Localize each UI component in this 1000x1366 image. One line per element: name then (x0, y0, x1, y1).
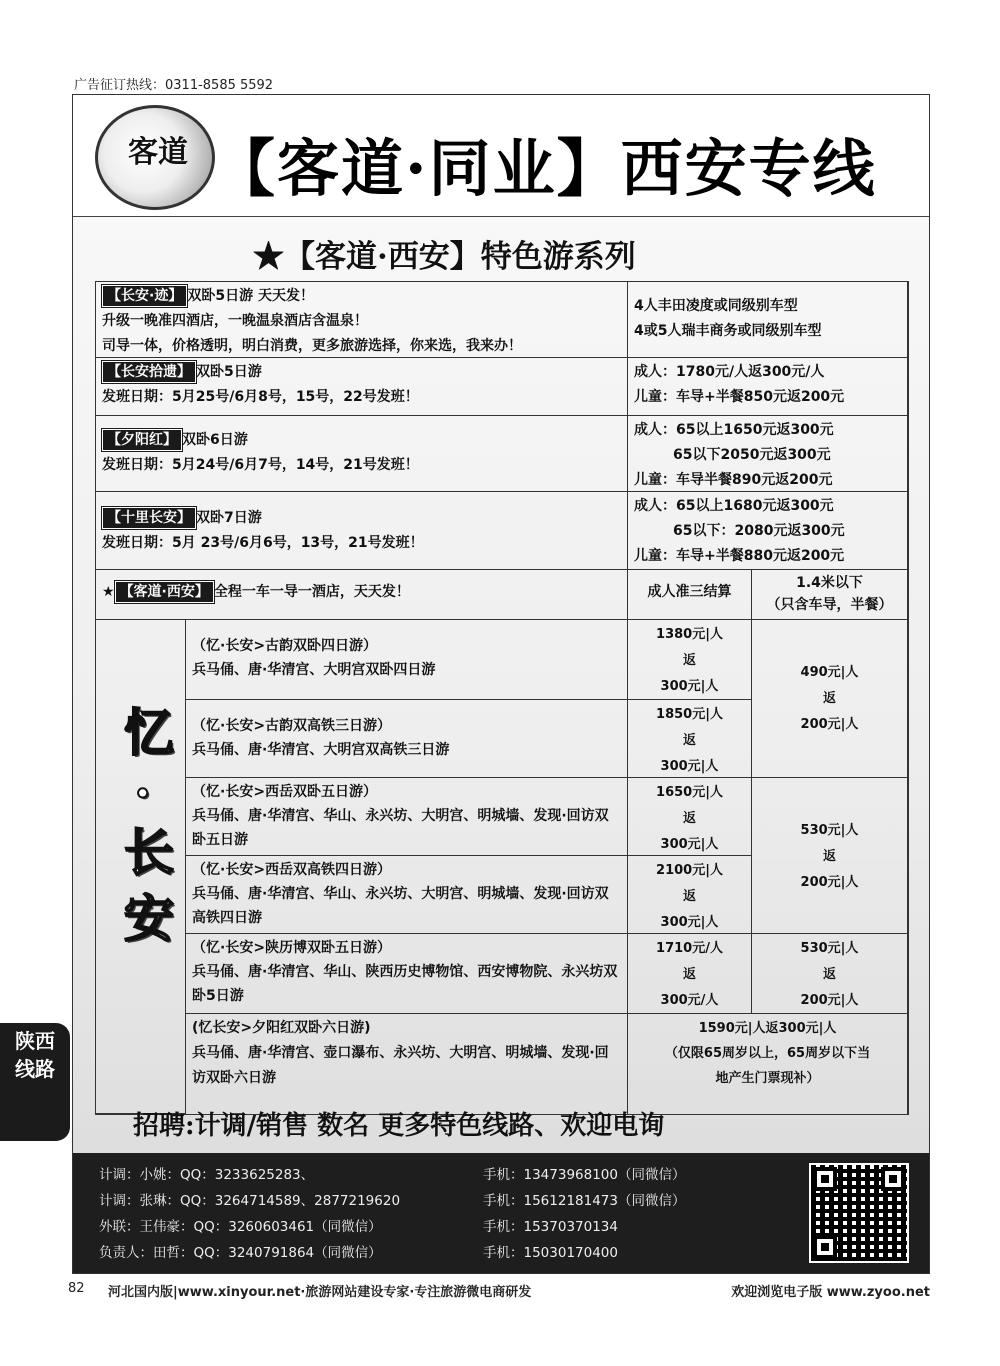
tour-price-shili-changan (628, 492, 908, 570)
star-icon: ★ (102, 584, 115, 600)
price-rebate: 300元|人 (660, 915, 719, 930)
series-title: （忆·长安>古韵双卧四日游） (192, 638, 378, 654)
contact-qq: QQ：3240791864（同微信） (193, 1245, 382, 1261)
price-return: 返 (682, 811, 696, 826)
price-line: 儿童：车导半餐890元返200元 (634, 472, 833, 488)
price-line: 4或5人瑞丰商务或同级别车型 (634, 323, 822, 339)
tour-tag: 【长安·迹】 (102, 285, 187, 307)
adult-price (628, 934, 752, 1014)
contact-row (99, 1163, 314, 1187)
tour-tag: 【十里长安】 (102, 507, 196, 529)
tour-table (95, 281, 909, 1115)
series-row (186, 700, 628, 778)
tour-tag: 【夕阳红】 (102, 429, 182, 451)
tour-price-changan-shiyi (628, 358, 908, 416)
series-desc: 兵马俑、唐·华清宫、华山、永兴坊、大明宫、明城墙、发现·回访双卧五日游 (192, 808, 609, 848)
contact-phone: 手机：15030170400 (483, 1245, 618, 1261)
series-header (96, 570, 628, 620)
series-row (186, 934, 628, 1014)
child-price (752, 934, 908, 1014)
contact-qq: QQ：3260603461（同微信） (193, 1219, 382, 1235)
price-value: 530元|人 (800, 823, 859, 838)
price-line: 65以下：2080元返300元 (634, 523, 845, 539)
tour-price-xiyanghong (628, 416, 908, 492)
price-line: 成人：65以上1650元返300元 (634, 422, 834, 438)
page-title: 【客道·同业】西安专线 (213, 132, 877, 205)
price-return: 返 (682, 653, 696, 668)
series-text: 全程一车一导一酒店，天天发！ (213, 584, 410, 600)
contact-role: 外联：王伟豪： (99, 1219, 194, 1235)
ad-frame (72, 94, 930, 1274)
series-desc: 兵马俑、唐·华清宫、壶口瀑布、永兴坊、大明宫、明城墙、发现·回访双卧六日游 (192, 1045, 609, 1086)
price-line: 成人：1780元/人返300元/人 (634, 364, 825, 380)
adult-price (628, 778, 752, 856)
side-tab-shaanxi (0, 1023, 70, 1141)
tour-line: 司导一体，价格透明，明白消费，更多旅游选择，你来选，我来办！ (102, 338, 522, 354)
logo (95, 105, 215, 210)
vertical-title-col (96, 620, 186, 1114)
price-value: 2100元|人 (656, 863, 723, 878)
price-rebate: 300元|人 (660, 759, 719, 774)
contact-phone: 手机：15612181473（同微信） (483, 1193, 686, 1209)
series-title: （忆·长安>西岳双卧五日游） (192, 784, 378, 800)
price-rebate: 200元|人 (800, 717, 859, 732)
side-tab-label: 陕西线路 (15, 1029, 55, 1081)
price-value: 1710元/人 (656, 941, 723, 956)
vertical-char: 忆 (124, 703, 174, 762)
series-title: (忆长安>夕阳红双卧六日游) (192, 1020, 371, 1036)
price-return: 返 (822, 967, 836, 982)
tour-row-changan-ji (96, 282, 628, 358)
child-price (752, 620, 908, 778)
senior-price (628, 1014, 908, 1114)
series-title: （忆·长安>古韵双高铁三日游） (192, 718, 392, 734)
series-tag: 【客道·西安】 (115, 581, 214, 603)
price-return: 返 (822, 691, 836, 706)
price-value: 530元|人 (800, 941, 859, 956)
price-value: 490元|人 (800, 665, 859, 680)
series-desc: 兵马俑、唐·华清宫、华山、陕西历史博物馆、西安博物院、永兴坊双卧5日游 (192, 964, 618, 1004)
logo-text: 客道 (128, 135, 188, 170)
contact-row (99, 1215, 382, 1239)
header (73, 95, 929, 217)
series-desc: 兵马俑、唐·华清宫、华山、永兴坊、大明宫、明城墙、发现·回访双高铁四日游 (192, 886, 609, 926)
tour-name: 双卧7日游 (196, 510, 262, 526)
contact-qq: QQ：3264714589、2877219620 (180, 1193, 401, 1209)
series-row (186, 620, 628, 700)
footer-left[interactable]: 河北国内版|www.xinyour.net·旅游网站建设专家·专注旅游微电商研发 (108, 1285, 532, 1300)
price-rebate: 200元|人 (800, 993, 859, 1008)
contact-panel (73, 1153, 929, 1273)
contact-role: 计调：张琳： (99, 1193, 180, 1209)
price-value: 1650元|人 (656, 785, 723, 800)
price-rebate: 200元|人 (800, 875, 859, 890)
tour-row-changan-shiyi (96, 358, 628, 416)
col-adult-header: 成人准三结算 (628, 570, 752, 620)
page-number: 82 (68, 1281, 85, 1296)
price-return: 返 (682, 967, 696, 982)
tour-row-xiyanghong (96, 416, 628, 492)
tour-name: 双卧5日游 天天发！ (187, 288, 314, 304)
price-return: 返 (822, 849, 836, 864)
tour-line: 发班日期：5月 23号/6月6号，13号，21号发班！ (102, 535, 424, 551)
ad-hotline: 广告征订热线：0311-8585 5592 (74, 78, 274, 93)
contact-role: 负责人：田哲： (99, 1245, 194, 1261)
contact-qq: QQ：3233625283、 (180, 1167, 315, 1183)
tour-tag: 【长安拾遗】 (102, 361, 196, 383)
tour-price-changan-ji (628, 282, 908, 358)
series-row (186, 856, 628, 934)
price-line: 儿童：车导+半餐850元返200元 (634, 389, 845, 405)
price-return: 返 (682, 733, 696, 748)
series-title: （忆·长安>陕历博双卧五日游） (192, 940, 392, 956)
tour-line: 发班日期：5月25号/6月8号，15号，22号发班！ (102, 389, 419, 405)
recruit-banner: 招聘:计调/销售 数名 更多特色线路、欢迎电询 (133, 1111, 665, 1141)
price-line: 儿童：车导+半餐880元返200元 (634, 548, 845, 564)
tour-name: 双卧5日游 (196, 364, 262, 380)
adult-price (628, 700, 752, 778)
price-note: 地产生门票现补） (715, 1071, 820, 1086)
series-desc: 兵马俑、唐·华清宫、大明宫双高铁三日游 (192, 742, 450, 758)
section-subtitle: ★【客道·西安】特色游系列 (253, 239, 636, 275)
price-line: 65以下2050元返300元 (634, 447, 831, 463)
price-rebate: 300元|人 (660, 679, 719, 694)
contact-row (99, 1189, 400, 1213)
price-value: 1850元|人 (656, 707, 723, 722)
contact-role: 计调：小姚： (99, 1167, 180, 1183)
price-return: 返 (682, 889, 696, 904)
vertical-char: 安 (124, 889, 174, 948)
price-line: 成人：65以上1680元返300元 (634, 498, 834, 514)
tour-line: 升级一晚准四酒店，一晚温泉酒店含温泉！ (102, 313, 368, 329)
price-rebate: 300元/人 (660, 993, 719, 1008)
contact-row (99, 1241, 382, 1265)
vertical-char: 长 (124, 823, 174, 882)
price-line: 4人丰田凌度或同级别车型 (634, 298, 798, 314)
tour-row-shili-changan (96, 492, 628, 570)
series-row (186, 1014, 628, 1114)
child-price (752, 778, 908, 934)
price-rebate: 300元|人 (660, 837, 719, 852)
series-row (186, 778, 628, 856)
vertical-char: · (134, 763, 152, 822)
qr-code-icon[interactable] (809, 1163, 909, 1263)
price-value: 1380元|人 (656, 627, 723, 642)
series-desc: 兵马俑、唐·华清宫、大明宫双卧四日游 (192, 662, 436, 678)
contact-phone: 手机：15370370134 (483, 1219, 618, 1235)
col-child-header: 1.4米以下 （只含车导，半餐） (752, 570, 908, 620)
price-value: 1590元|人返300元|人 (698, 1021, 837, 1036)
adult-price (628, 620, 752, 700)
tour-line: 发班日期：5月24号/6月7号，14号，21号发班！ (102, 457, 419, 473)
footer-right[interactable]: 欢迎浏览电子版 www.zyoo.net (731, 1285, 930, 1300)
tour-name: 双卧6日游 (182, 432, 248, 448)
price-note: （仅限65周岁以上，65周岁以下当 (664, 1046, 871, 1061)
adult-price (628, 856, 752, 934)
series-title: （忆·长安>西岳双高铁四日游） (192, 862, 392, 878)
contact-phone: 手机：13473968100（同微信） (483, 1167, 686, 1183)
